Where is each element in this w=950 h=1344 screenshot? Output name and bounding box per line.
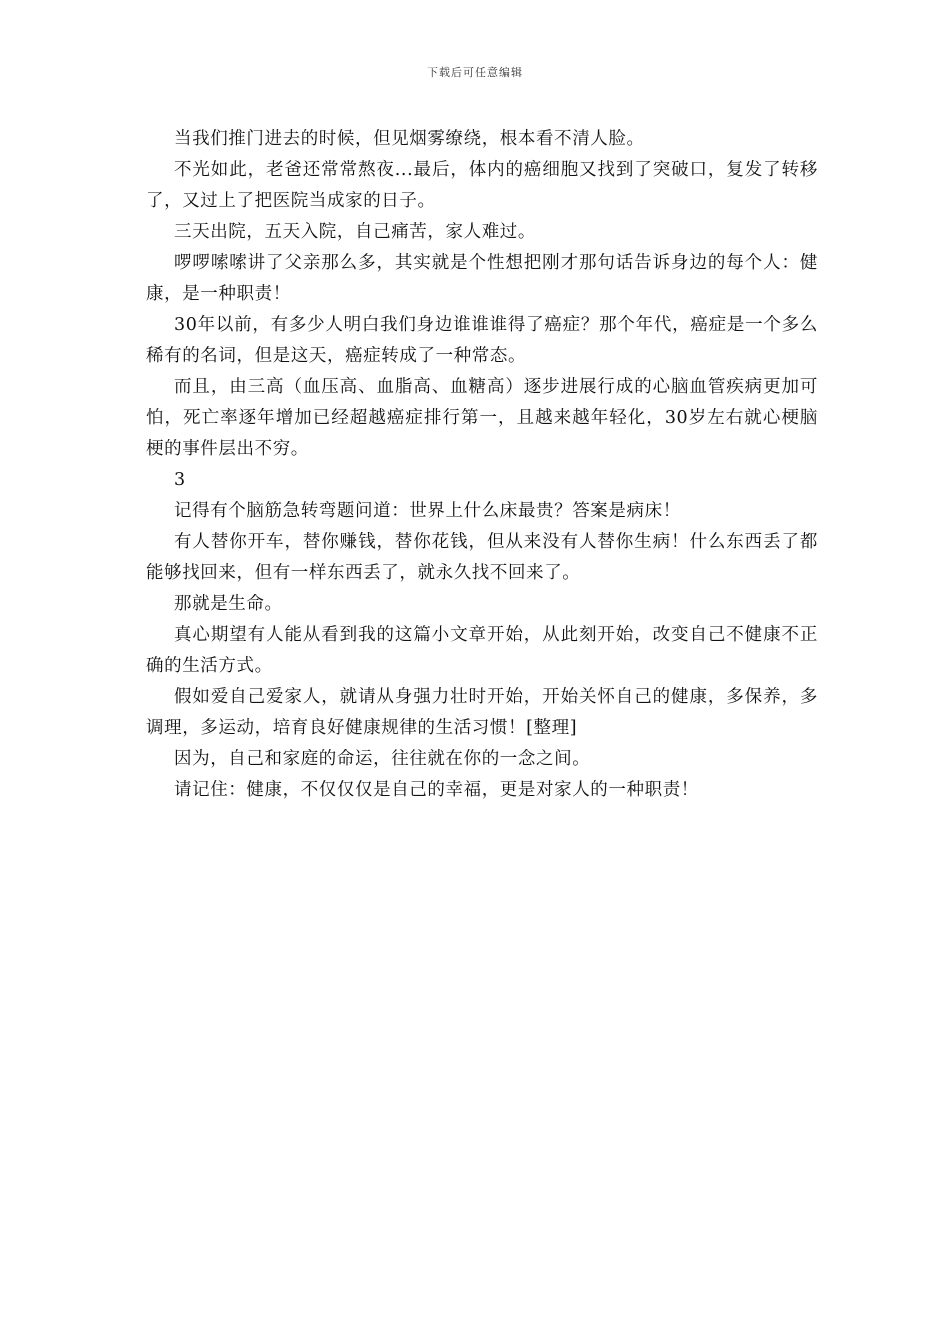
header-note: 下载后可任意编辑: [427, 66, 523, 79]
paragraph: 当我们推门进去的时候，但见烟雾缭绕，根本看不清人脸。: [174, 129, 645, 149]
paragraph: 三天出院，五天入院，自己痛苦，家人难过。: [174, 222, 536, 242]
paragraph: 真心期望有人能从看到我的这篇小文章开始，从此刻开始，改变自己不健康不正确的生活方式。: [146, 625, 818, 676]
paragraph: 那就是生命。: [174, 594, 283, 614]
article-body: [146, 124, 818, 806]
paragraph: 而且，由三高（血压高、血脂高、血糖高）逐步进展行成的心脑血管疾病更加可怕，死亡率逐年增加已经超越癌症排行第一，且越来越年轻化，30岁左右就心梗脑梗的事件层出不穷。: [146, 377, 818, 459]
paragraph: 假如爱自己爱家人，就请从身强力壮时开始，开始关怀自己的健康，多保养，多调理，多运动，培育良好健康规律的生活习惯！[整理]: [146, 687, 818, 738]
paragraph: 不光如此，老爸还常常熬夜...最后，体内的癌细胞又找到了突破口，复发了转移了，又过上了把医院当成家的日子。: [146, 160, 818, 211]
paragraph: 30年以前，有多少人明白我们身边谁谁谁得了癌症？那个年代，癌症是一个多么稀有的名词，但是这天，癌症转成了一种常态。: [146, 315, 818, 366]
paragraph: 请记住：健康，不仅仅仅是自己的幸福，更是对家人的一种职责！: [174, 780, 699, 800]
paragraph: 记得有个脑筋急转弯题问道：世界上什么床最贵？答案是病床！: [174, 501, 681, 521]
paragraph: 因为，自己和家庭的命运，往往就在你的一念之间。: [174, 749, 591, 769]
paragraph: 啰啰嗦嗦讲了父亲那么多，其实就是个性想把刚才那句话告诉身边的每个人：健康，是一种职责！: [146, 253, 818, 304]
paragraph: 有人替你开车，替你赚钱，替你花钱，但从来没有人替你生病！什么东西丢了都能够找回来，但有一样东西丢了，就永久找不回来了。: [146, 532, 818, 583]
section-number: 3: [174, 470, 186, 490]
